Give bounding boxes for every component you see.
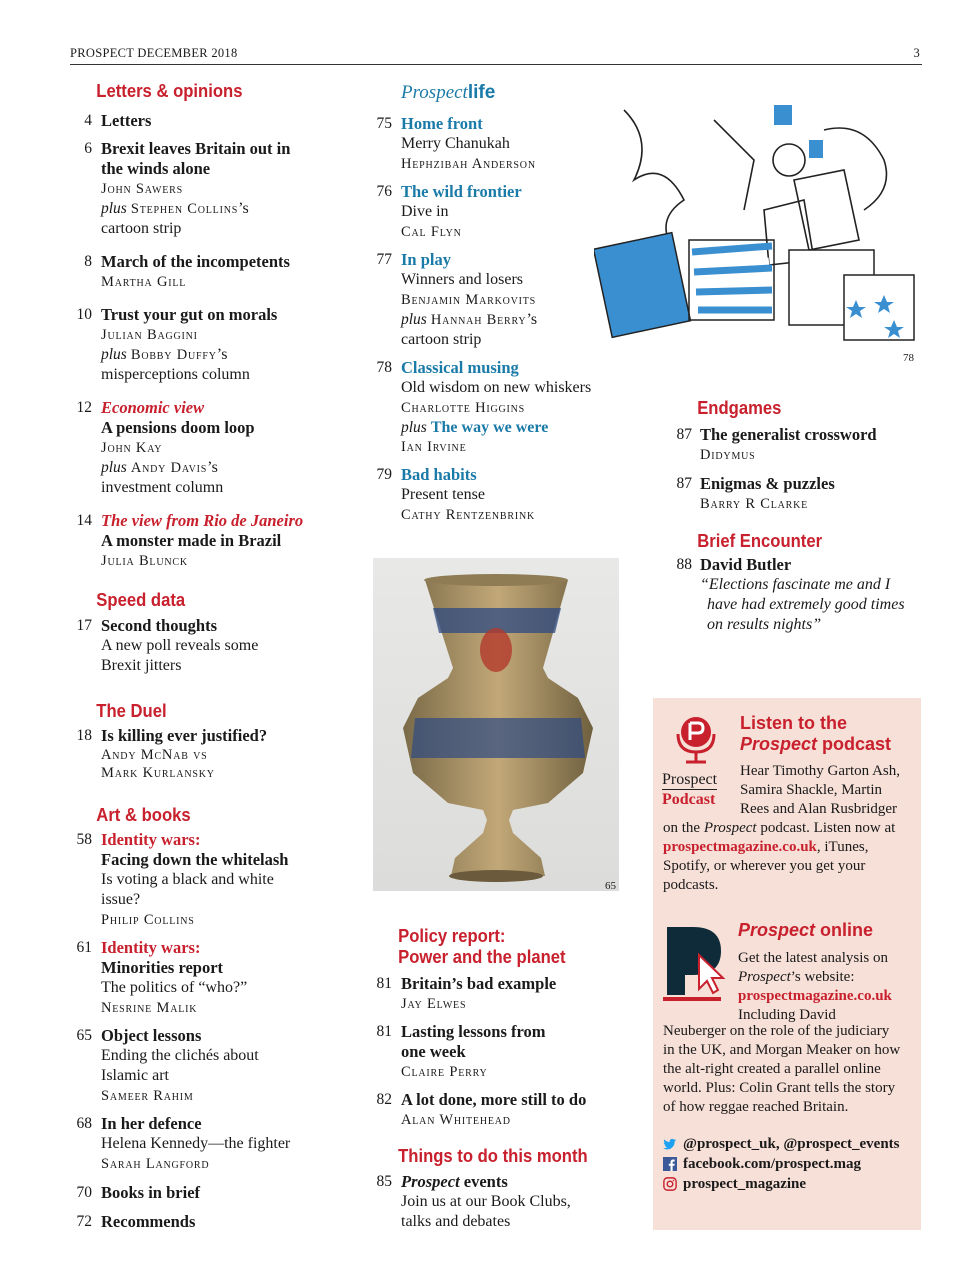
facebook-icon (663, 1157, 677, 1171)
promo-box (653, 698, 921, 1230)
section-art-books: Art & books (96, 804, 191, 825)
left-column (72, 80, 362, 1232)
toc-entry[interactable]: 68 In her defence Helena Kennedy—the fighter Sarah Langford (76, 1114, 291, 1172)
toc-entry[interactable]: 61 Identity wars: Minorities report The politics of “who?” Nesrine Malik (76, 938, 248, 1016)
podcast-link[interactable]: prospectmagazine.co.uk (663, 839, 817, 855)
twitter-icon (663, 1137, 677, 1151)
toc-entry[interactable]: 6 Brexit leaves Britain out in the winds alone John Sawers plus Stephen Collins’s cartoon strip (84, 139, 291, 237)
toc-entry[interactable]: 18 Is killing ever justified? Andy McNab vs Mark Kurlansky (76, 726, 268, 781)
podcast-logo: Prospect Podcast (662, 714, 730, 810)
online-link[interactable]: prospectmagazine.co.uk (738, 988, 892, 1004)
toc-entry[interactable]: 87 The generalist crossword Didymus (676, 425, 877, 463)
section-letters-opinions: Letters & opinions (96, 80, 243, 101)
middle-lower-column (372, 925, 632, 1232)
instagram-link[interactable]: prospect_magazine (663, 1174, 921, 1194)
toc-entry[interactable]: 79 Bad habits Present tense Cathy Rentzenbrink (376, 465, 536, 523)
section-policy-report: Policy report: (398, 925, 506, 946)
toc-entry[interactable]: 77 In play Winners and losers Benjamin Markovits plus Hannah Berry’s cartoon strip (376, 250, 538, 348)
toc-entry[interactable]: 87 Enigmas & puzzles Barry R Clarke (676, 474, 835, 512)
toc-entry[interactable]: 58 Identity wars: Facing down the whitelash Is voting a black and white issue? Philip Collins (76, 830, 289, 928)
online-heading: Prospect online (738, 920, 874, 940)
vase-caption: 65 (605, 880, 616, 892)
middle-column (372, 82, 632, 525)
toc-entry[interactable]: 8 March of the incompetents Martha Gill (84, 252, 290, 290)
shopping-illustration (594, 100, 920, 352)
toc-entry[interactable]: 76 The wild frontier Dive in Cal Flyn (376, 182, 522, 240)
toc-entry[interactable]: 82 A lot done, more still to do Alan Whitehead (376, 1090, 587, 1128)
online-body-top: Get the latest analysis on Prospect’s website: prospectmagazine.co.uk Including David (738, 949, 918, 1025)
podcast-body-top: Hear Timothy Garton Ash, Samira Shackle, Martin Rees and Alan Rusbridger (740, 763, 901, 817)
online-body: Neuberger on the role of the judiciary in the UK, and Morgan Meaker on how the alt-right created a parallel online world. Plus: Colin Grant tells the story of how reggae reached Britain. (663, 1023, 901, 1115)
podcast-body: on the Prospect podcast. Listen now at prospectmagazine.co.uk, iTunes, Spotify, or wherever you get your podcasts. (663, 820, 896, 893)
issue-label: PROSPECT DECEMBER 2018 (70, 46, 238, 60)
prospect-online-logo (663, 923, 729, 1003)
page-header (70, 44, 922, 65)
toc-entry[interactable]: 88 David Butler “Elections fascinate me and I have had extremely good times on results nights” (676, 555, 905, 633)
islamic-lamp-image (373, 558, 619, 891)
section-the-duel: The Duel (96, 700, 167, 721)
section-endgames: Endgames (697, 397, 782, 418)
twitter-link[interactable]: @prospect_uk, @prospect_events (663, 1134, 921, 1154)
facebook-link[interactable]: facebook.com/prospect.mag (663, 1154, 921, 1174)
toc-entry[interactable]: 10 Trust your gut on morals Julian Baggini plus Bobby Duffy’s misperceptions column (76, 305, 278, 383)
toc-entry[interactable]: 14 The view from Rio de Janeiro A monster made in Brazil Julia Blunck (76, 511, 304, 569)
podcast-heading: Listen to the Prospect podcast (740, 713, 892, 754)
right-column (672, 397, 932, 635)
toc-entry[interactable]: 78 Classical musing Old wisdom on new whiskers Charlotte Higgins plus The way we were Ian Irvine (376, 358, 592, 455)
toc-entry[interactable]: 85 Prospect events Join us at our Book Clubs, talks and debates (376, 1172, 571, 1230)
toc-entry[interactable]: 75 Home front Merry Chanukah Hephzibah Anderson (376, 114, 536, 172)
toc-entry[interactable]: 81 Britain’s bad example Jay Elwes (376, 974, 557, 1012)
toc-entry[interactable]: 12 Economic view A pensions doom loop John Kay plus Andy Davis’s investment column (76, 398, 255, 496)
section-things-to-do: Things to do this month (398, 1145, 588, 1166)
section-speed-data: Speed data (96, 589, 186, 610)
toc-entry[interactable]: 65 Object lessons Ending the clichés about Islamic art Sameer Rahim (76, 1026, 259, 1104)
social-links (663, 1134, 921, 1194)
section-policy-subtitle: Power and the planet (398, 946, 566, 967)
toc-entry[interactable]: 4 Letters (84, 111, 152, 130)
page-number: 3 (913, 46, 920, 60)
section-brief-encounter: Brief Encounter (697, 530, 823, 551)
instagram-icon (663, 1177, 677, 1191)
toc-entry[interactable]: 70 Books in brief (76, 1183, 201, 1202)
toc-entry[interactable]: 17 Second thoughts A new poll reveals some Brexit jitters (76, 616, 259, 674)
toc-entry[interactable]: 81 Lasting lessons from one week Claire Perry (376, 1022, 546, 1080)
illustration-caption: 78 (903, 352, 914, 364)
toc-entry[interactable]: 72 Recommends (76, 1212, 196, 1231)
section-prospect-life: Prospectlife (401, 82, 496, 103)
